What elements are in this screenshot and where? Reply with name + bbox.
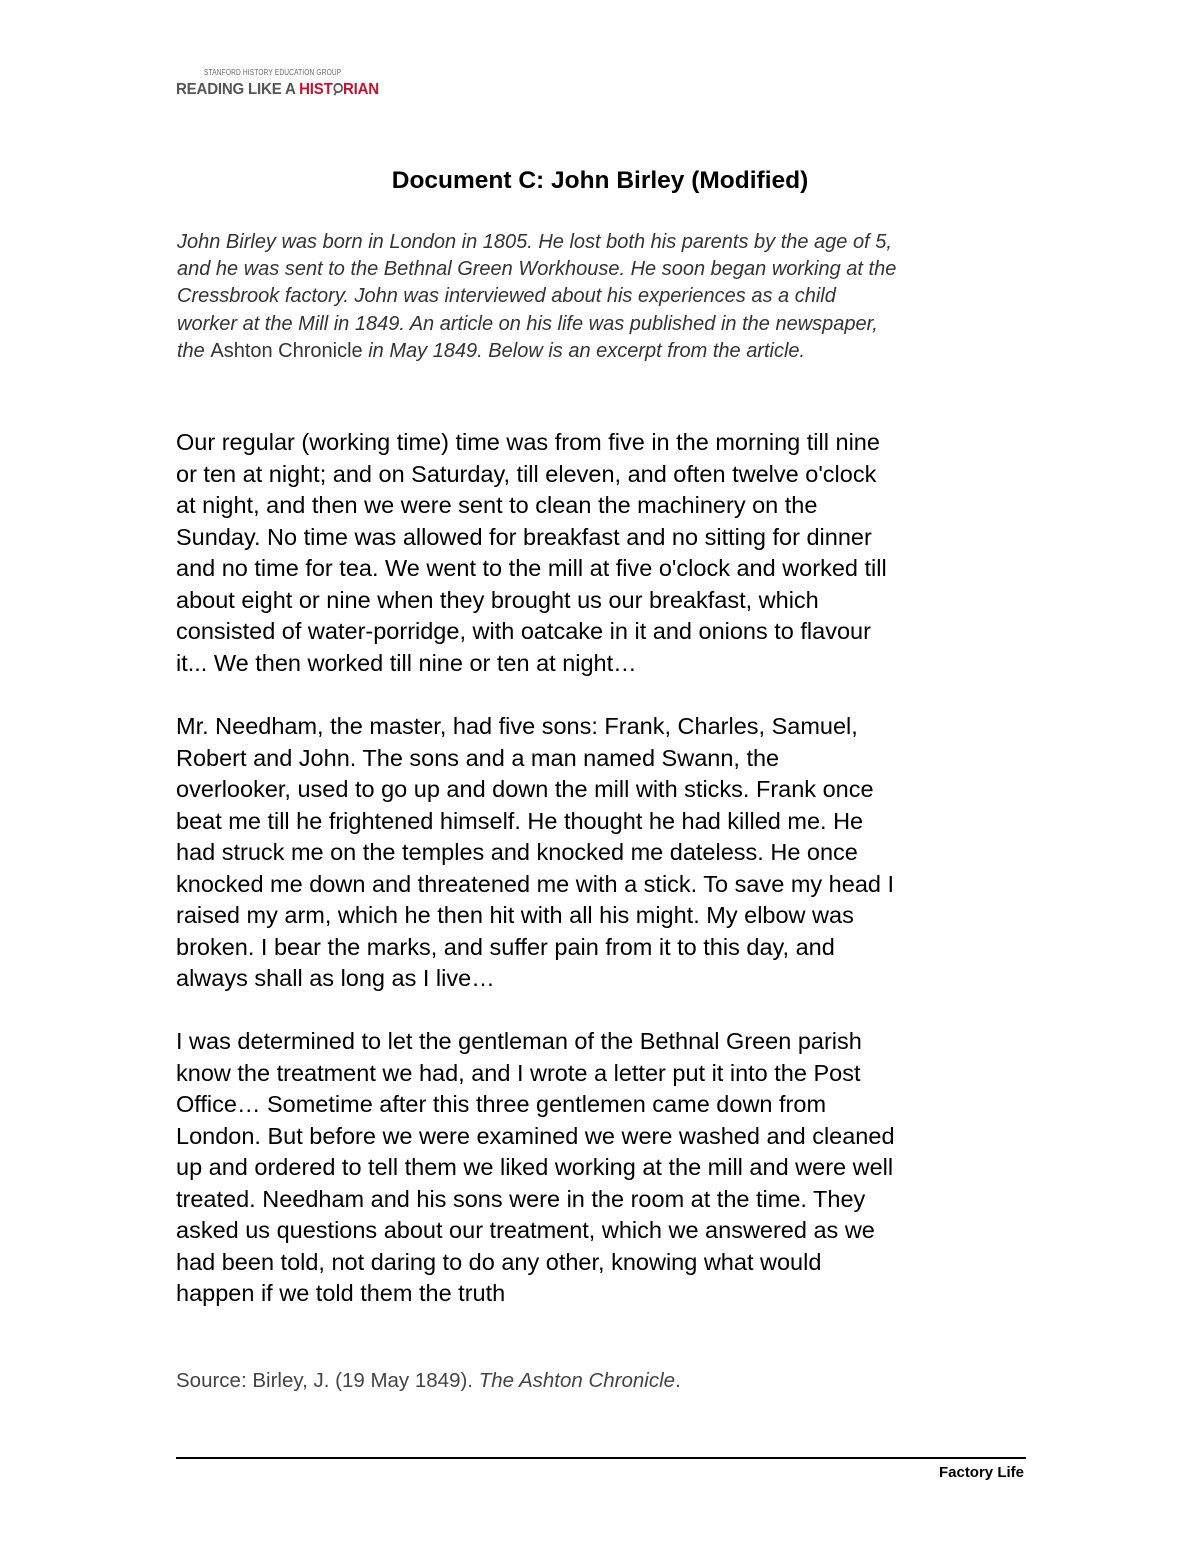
intro-publication-name: Ashton Chronicle: [210, 339, 363, 362]
intro-line: John Birley was born in London in 1805. He lost both his parents by the age of 5,: [177, 231, 892, 253]
paragraph-line: knocked me down and threatened me with a stick. To save my head I: [176, 870, 895, 897]
intro-line-last: [177, 338, 1057, 365]
reading-like-a-historian-logo: [176, 68, 406, 108]
logo-wordmark-part-c: RIAN: [342, 81, 379, 98]
intro-line: worker at the Mill in 1849. An article on his life was published in the newspaper,: [177, 312, 878, 335]
excerpt-paragraph-1: [176, 427, 1056, 679]
paragraph-line: had struck me on the temples and knocked me dateless. He once: [176, 839, 858, 865]
paragraph-line: Our regular (working time) time was from five in the morning till nine: [176, 429, 880, 455]
intro-last-suffix: in May 1849. Below is an excerpt from the article.: [362, 339, 806, 362]
paragraph-line: raised my arm, which he then hit with all his might. My elbow was: [176, 902, 854, 928]
excerpt-paragraph-2: [176, 711, 1056, 995]
paragraph-line: I was determined to let the gentleman of the Bethnal Green parish: [176, 1028, 862, 1054]
source-publication: The Ashton Chronicle: [478, 1369, 676, 1392]
paragraph-line: always shall as long as I live…: [176, 965, 495, 991]
paragraph-line: it... We then worked till nine or ten at night…: [176, 649, 637, 676]
paragraph-line: Office… Sometime after this three gentlemen came down from: [176, 1091, 827, 1117]
document-title: Document C: John Birley (Modified): [391, 167, 809, 194]
paragraph-line: up and ordered to tell them we liked working at the mill and were well: [176, 1154, 894, 1180]
footer-divider: [176, 1457, 1026, 1459]
paragraph-line: or ten at night; and on Saturday, till eleven, and often twelve o'clock: [176, 460, 877, 487]
paragraph-line: overlooker, used to go up and down the mill with sticks. Frank once: [176, 776, 874, 802]
source-prefix: Source: Birley, J. (19 May 1849).: [176, 1369, 479, 1392]
paragraph-line: had been told, not daring to do any other, knowing what would: [176, 1248, 822, 1275]
paragraph-line: happen if we told them the truth: [176, 1280, 506, 1306]
paragraph-line: Robert and John. The sons and a man named Swann, the: [176, 744, 780, 771]
paragraph-line: know the treatment we had, and I wrote a letter put it into the Post: [176, 1059, 861, 1086]
paragraph-line: about eight or nine when they brought us our breakfast, which: [176, 586, 819, 613]
source-citation: [176, 1368, 681, 1394]
excerpt-paragraph-3: [176, 1026, 1056, 1310]
paragraph-line: beat me till he frightened himself. He thought he had killed me. He: [176, 807, 864, 834]
logo-wordmark-part-a: READING LIKE A: [176, 81, 300, 98]
paragraph-line: Mr. Needham, the master, had five sons: Frank, Charles, Samuel,: [176, 713, 858, 739]
paragraph-line: broken. I bear the marks, and suffer pain from it to this day, and: [176, 933, 835, 960]
paragraph-line: treated. Needham and his sons were in the room at the time. They: [176, 1185, 866, 1212]
paragraph-line: at night, and then we were sent to clean the machinery on the: [176, 492, 818, 518]
paragraph-line: consisted of water-porridge, with oatcake in it and onions to flavour: [176, 618, 871, 644]
source-suffix: .: [675, 1369, 681, 1392]
intro-line: Cressbrook factory. John was interviewed about his experiences as a child: [177, 285, 836, 308]
logo-group-name: STANFORD HISTORY EDUCATION GROUP: [204, 68, 342, 77]
logo-wordmark: [176, 80, 379, 100]
document-introduction: [177, 229, 1057, 365]
paragraph-line: London. But before we were examined we were washed and cleaned: [176, 1122, 895, 1149]
logo-magnifier-icon: [333, 82, 343, 95]
paragraph-line: asked us questions about our treatment, which we answered as we: [176, 1217, 875, 1243]
logo-wordmark-part-b: HIST: [299, 81, 333, 98]
paragraph-line: and no time for tea. We went to the mill at five o'clock and worked till: [176, 555, 887, 581]
intro-last-prefix: the: [177, 339, 211, 362]
intro-line: and he was sent to the Bethnal Green Workhouse. He soon began working at the: [177, 258, 897, 281]
footer-topic-label: Factory Life: [938, 1464, 1024, 1481]
paragraph-line: Sunday. No time was allowed for breakfast and no sitting for dinner: [176, 523, 872, 550]
